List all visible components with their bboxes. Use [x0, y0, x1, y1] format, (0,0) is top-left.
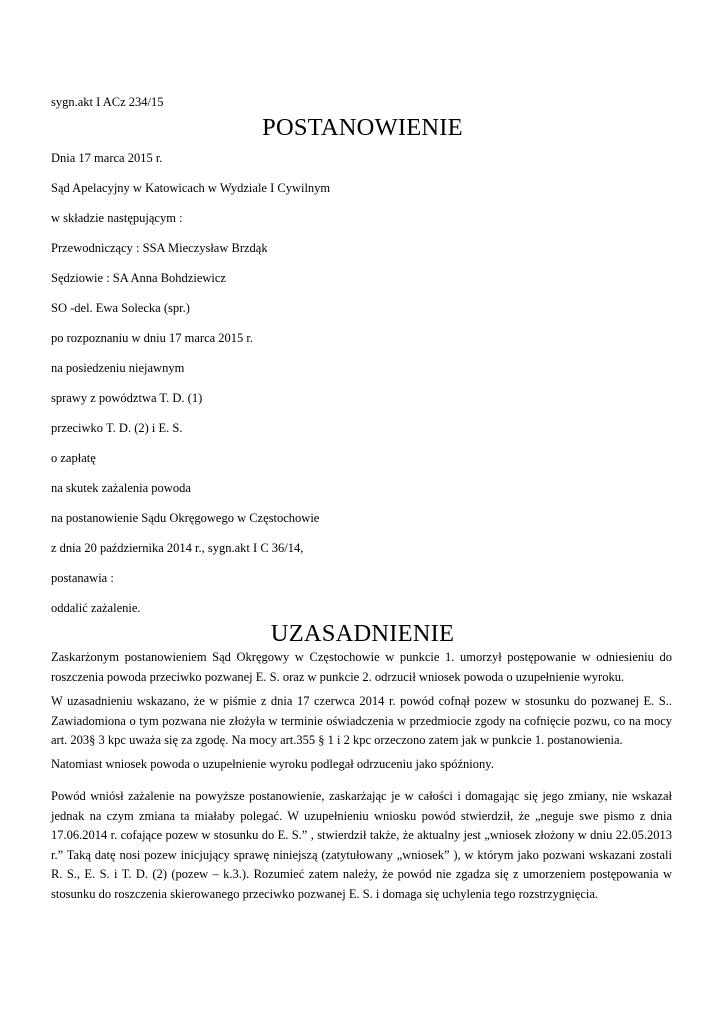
- justification-paragraph: Powód wniósł zażalenie na powyższe postanowienie, zaskarżając je w całości i domagając się jego zmiany, nie wskazał jednak na czym zmiana ta miałaby polegać. W uzupełnieniu wniosku powód stwierdził, że „neguje swe pismo z dnia 17.06.2014 r. cofające pozew w stosunku do E. S.” , stwierdził także, że aktualny jest „wniosek złożony w dniu 22.05.2013 r.” Taką datę nosi pozew inicjujący sprawę niniejszą (zatytułowany „wniosek” ), w którym jako pozwani wskazani zostali R. S., E. S. i T. D. (2) (pozew – k.3.). Rozumieć zatem należy, że powód nie zgadza się z umorzeniem postępowania w stosunku do roszczenia skierowanego przeciwko pozwanej E. S. i domaga się uchylenia tego rozstrzygnięcia.: [51, 789, 672, 901]
- date-line: Dnia 17 marca 2015 r.: [51, 151, 163, 165]
- appeal-basis-line: na skutek zażalenia powoda: [51, 481, 191, 495]
- judges-line: Sędziowie : SA Anna Bohdziewicz: [51, 271, 226, 285]
- defendants-line: przeciwko T. D. (2) i E. S.: [51, 421, 183, 435]
- ruling-line: oddalić zażalenie.: [51, 601, 141, 615]
- plaintiff-line: sprawy z powództwa T. D. (1): [51, 391, 203, 405]
- subject-line: o zapłatę: [51, 451, 96, 465]
- session-type-line: na posiedzeniu niejawnym: [51, 361, 185, 375]
- document-title: POSTANOWIENIE: [262, 114, 463, 141]
- hearing-date-line: po rozpoznaniu w dniu 17 marca 2015 r.: [51, 331, 254, 345]
- court-line: Sąd Apelacyjny w Katowicach w Wydziale I Cywilnym: [51, 181, 331, 195]
- delegated-judge-line: SO -del. Ewa Solecka (spr.): [51, 301, 190, 315]
- lower-court-date-line: z dnia 20 października 2014 r., sygn.akt I C 36/14,: [51, 541, 304, 555]
- justification-paragraph: Natomiast wniosek powoda o uzupełnienie wyroku podlegał odrzuceniu jako spóźniony.: [51, 757, 494, 771]
- justification-title: UZASADNIENIE: [270, 620, 455, 647]
- decides-line: postanawia :: [51, 571, 114, 585]
- justification-paragraph: W uzasadnieniu wskazano, że w piśmie z dnia 17 czerwca 2014 r. powód cofnął pozew w stosunku do pozwanej E. S.. Zawiadomiona o tym pozwana nie złożyła w terminie oświadczenia w przedmiocie zgody na cofnięcie pozwu, co na mocy art. 203§ 3 kpc uważa się za zgodę. Na mocy art.355 § 1 i 2 kpc orzeczono zatem jak w punkcie 1. postanowienia.: [51, 694, 672, 747]
- case-signature: sygn.akt I ACz 234/15: [51, 95, 164, 109]
- justification-paragraph: Zaskarżonym postanowieniem Sąd Okręgowy w Częstochowie w punkcie 1. umorzył postępowanie w odniesieniu do roszczenia powoda przeciwko pozwanej E. S. oraz w punkcie 2. odrzucił wniosek powoda o uzupełnienie wyroku.: [51, 650, 672, 684]
- composition-line: w składzie następującym :: [51, 211, 183, 225]
- presiding-judge-line: Przewodniczący : SSA Mieczysław Brzdąk: [51, 241, 268, 255]
- lower-court-line: na postanowienie Sądu Okręgowego w Częstochowie: [51, 511, 320, 525]
